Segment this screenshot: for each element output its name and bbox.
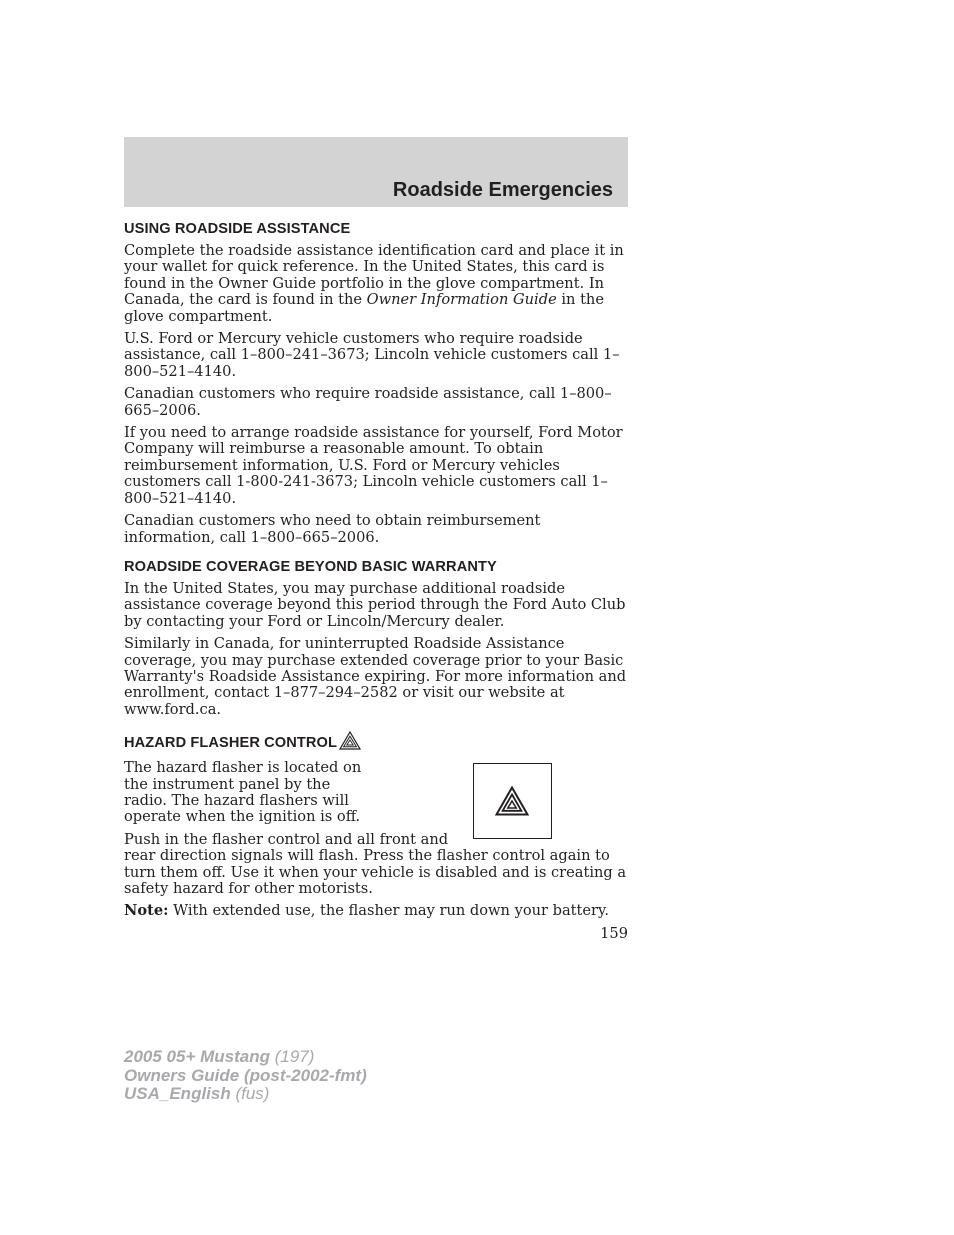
warning-triangle-icon xyxy=(339,731,361,755)
paragraph-canada-coverage: Similarly in Canada, for uninterrupted Roadside Assistance coverage, you may purchase extended coverage prior to your Basic Warranty's Roadside Assistance expiring. For more information and enrollment, contact 1–877–294–2582 or visit our website at www.ford.ca. xyxy=(124,635,627,718)
section-title: Roadside Emergencies xyxy=(392,179,613,201)
paragraph-canada-phone: Canadian customers who require roadside assistance, call 1–800–665–2006. xyxy=(124,385,612,419)
page-content xyxy=(124,221,630,926)
page-number: 159 xyxy=(600,925,628,942)
footer-line-model: 2005 05+ Mustang (197) xyxy=(124,1047,315,1066)
heading-roadside-coverage: ROADSIDE COVERAGE BEYOND BASIC WARRANTY xyxy=(124,558,497,575)
hazard-flasher-illustration xyxy=(473,763,552,839)
heading-hazard-flasher: HAZARD FLASHER CONTROL xyxy=(124,731,630,755)
section-header-band xyxy=(124,137,628,207)
hazard-flasher-icon xyxy=(495,786,529,816)
paragraph-us-phone: U.S. Ford or Mercury vehicle customers who require roadside assistance, call 1–800–241–3673; Lincoln vehicle customers call 1–800–521–4140. xyxy=(124,330,620,380)
owner-information-guide-title: Owner Information Guide xyxy=(366,291,557,309)
paragraph-note: Note: With extended use, the flasher may run down your battery. xyxy=(124,902,609,920)
note-label: Note: xyxy=(124,902,169,920)
paragraph-flasher-location: The hazard flasher is located on the instrument panel by the radio. The hazard flashers will operate when the ignition is off. xyxy=(124,759,362,826)
paragraph-canada-reimbursement: Canadian customers who need to obtain reimbursement information, call 1–800–665–2006. xyxy=(124,512,541,546)
document-footer xyxy=(124,1048,367,1104)
heading-using-roadside-assistance: USING ROADSIDE ASSISTANCE xyxy=(124,221,351,237)
paragraph-identification-card: Complete the roadside assistance identification card and place it in your wallet for quick reference. In the United States, this card is found in the Owner Guide portfolio in the glove compartment. In Canada, the card is found in the Owner Information Guide in the glove compartment. xyxy=(124,242,624,325)
paragraph-flasher-usage: Push in the flasher control and all front and rear direction signals will flash. Press the flasher control again to turn them off. Use it when your vehicle is disabled and is creating a safety hazard for other motorists. xyxy=(124,830,627,897)
paragraph-us-coverage: In the United States, you may purchase additional roadside assistance coverage beyond this period through the Ford Auto Club by contacting your Ford or Lincoln/Mercury dealer. xyxy=(124,579,626,630)
footer-line-guide: Owners Guide (post-2002-fmt) xyxy=(124,1065,367,1085)
paragraph-reimbursement: If you need to arrange roadside assistance for yourself, Ford Motor Company will reimburse a reasonable amount. To obtain reimbursement information, U.S. Ford or Mercury vehicles customers call 1-800-241-3673; Lincoln vehicle customers call 1–800–521–4140. xyxy=(124,424,623,507)
footer-line-language: USA_English (fus) xyxy=(124,1084,270,1103)
